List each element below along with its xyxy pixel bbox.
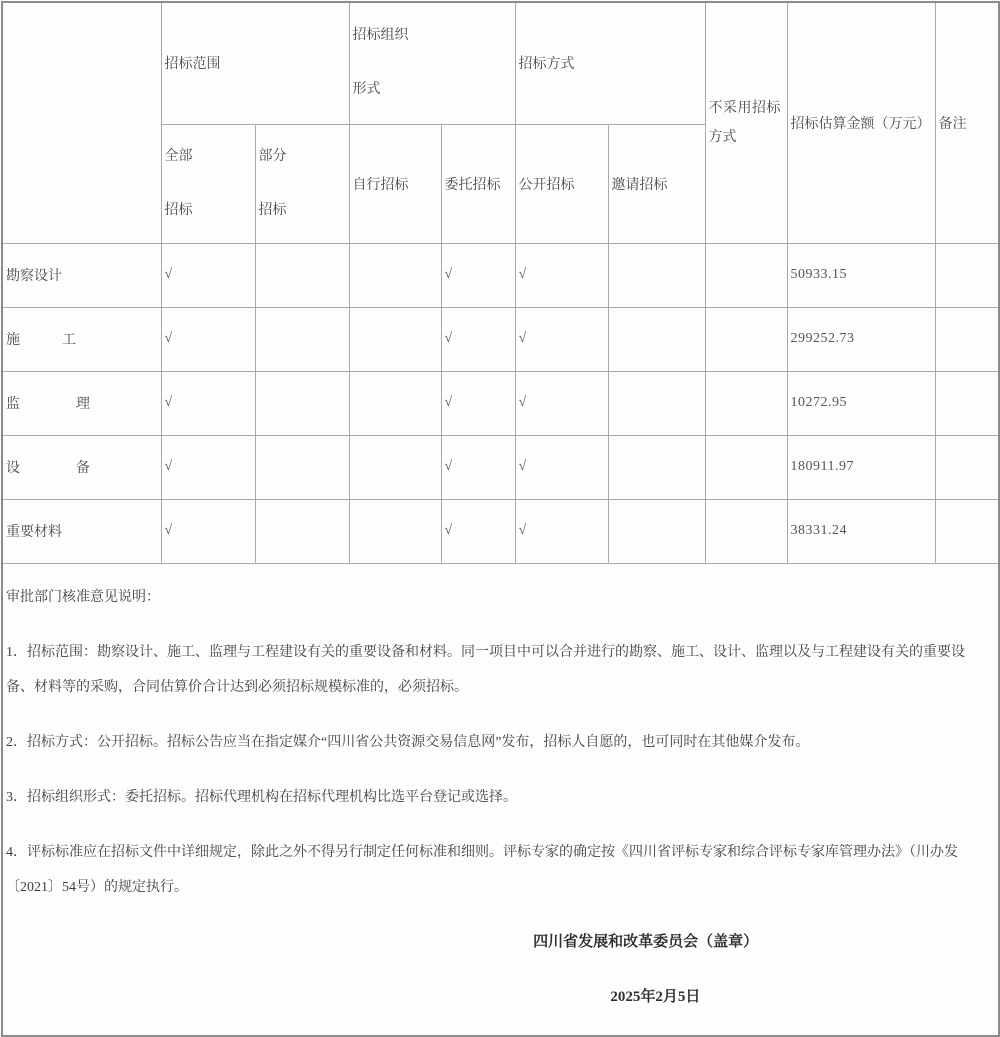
note-item-method: 2．招标方式：公开招标。招标公告应当在指定媒介“四川省公共资源交易信息网”发布，招标人自愿的，也可同时在其他媒介发布。: [6, 734, 810, 750]
cell-amount: 38331.24: [787, 499, 935, 563]
cell-self-bid: [349, 243, 441, 307]
cell-open-bid: √: [515, 307, 608, 371]
table-row-supervision: [2, 371, 999, 435]
row-label: 监 理: [2, 371, 161, 435]
table-row-equipment: [2, 435, 999, 499]
cell-no-bid: [705, 243, 787, 307]
cell-all-bid: √: [161, 243, 255, 307]
header-org-form: [349, 2, 515, 124]
cell-partial-bid: [255, 435, 349, 499]
header-remark: 备注: [935, 2, 999, 243]
header-org-form-line1: 招标组织: [352, 28, 409, 44]
cell-self-bid: [349, 371, 441, 435]
cell-no-bid: [705, 307, 787, 371]
cell-no-bid: [705, 435, 787, 499]
subheader-invite-bid: 邀请招标: [608, 124, 705, 243]
cell-open-bid: √: [515, 435, 608, 499]
cell-partial-bid: [255, 243, 349, 307]
notes-title: 审批部门核准意见说明：: [6, 589, 160, 605]
note-item-scope: 1．招标范围：勘察设计、施工、监理与工程建设有关的重要设备和材料。同一项目中可以合并进行的勘察、施工、设计、监理以及与工程建设有关的重要设备、材料等的采购，合同估算价合计达到必须招标规模标准的，必须招标。: [6, 644, 965, 695]
cell-self-bid: [349, 435, 441, 499]
note-item-org-form: 3．招标组织形式：委托招标。招标代理机构在招标代理机构比选平台登记或选择。: [6, 789, 517, 805]
cell-open-bid: √: [515, 371, 608, 435]
subheader-open-bid: 公开招标: [515, 124, 608, 243]
row-label: 施 工: [2, 307, 161, 371]
date: 2025年2月5日: [610, 988, 701, 1005]
notes-row: [2, 563, 999, 1036]
cell-no-bid: [705, 371, 787, 435]
subheader-partial-bid: [255, 124, 349, 243]
row-label: 勘察设计: [2, 243, 161, 307]
cell-delegate-bid: √: [441, 243, 515, 307]
cell-open-bid: √: [515, 499, 608, 563]
subheader-delegate-bid: 委托招标: [441, 124, 515, 243]
cell-invite-bid: [608, 499, 705, 563]
approval-document-page: [0, 1, 1000, 1028]
subheader-partial-bid-line2: 招标: [258, 202, 287, 218]
header-amount: 招标估算金额（万元）: [787, 2, 935, 243]
cell-no-bid: [705, 499, 787, 563]
corner-cell: [2, 2, 161, 243]
cell-delegate-bid: √: [441, 371, 515, 435]
subheader-all-bid: [161, 124, 255, 243]
notes-section: [2, 563, 999, 1036]
subheader-all-bid-line1: 全部: [164, 148, 193, 164]
subheader-all-bid-line2: 招标: [164, 202, 193, 218]
header-scope: 招标范围: [161, 2, 349, 124]
subheader-self-bid: 自行招标: [349, 124, 441, 243]
cell-remark: [935, 499, 999, 563]
cell-remark: [935, 371, 999, 435]
cell-invite-bid: [608, 435, 705, 499]
cell-all-bid: √: [161, 435, 255, 499]
cell-invite-bid: [608, 307, 705, 371]
header-no-bid-text: 不采用招标方式: [708, 100, 781, 145]
table-row-survey-design: [2, 243, 999, 307]
cell-open-bid: √: [515, 243, 608, 307]
header-method: 招标方式: [515, 2, 705, 124]
cell-all-bid: √: [161, 371, 255, 435]
bidding-approval-table: [1, 1, 1000, 1037]
row-label: 重要材料: [2, 499, 161, 563]
cell-all-bid: √: [161, 307, 255, 371]
row-label: 设 备: [2, 435, 161, 499]
header-no-bid: [705, 2, 787, 243]
cell-remark: [935, 307, 999, 371]
table-row-construction: [2, 307, 999, 371]
subheader-partial-bid-line1: 部分: [258, 148, 287, 164]
cell-invite-bid: [608, 371, 705, 435]
cell-self-bid: [349, 499, 441, 563]
cell-amount: 50933.15: [787, 243, 935, 307]
note-item-evaluation: 4．评标标准应在招标文件中详细规定，除此之外不得另行制定任何标准和细则。评标专家的确定按《四川省评标专家和综合评标专家库管理办法》（川办发〔2021〕54号）的规定执行。: [6, 844, 958, 895]
cell-invite-bid: [608, 243, 705, 307]
cell-remark: [935, 243, 999, 307]
cell-delegate-bid: √: [441, 307, 515, 371]
cell-partial-bid: [255, 499, 349, 563]
cell-all-bid: √: [161, 499, 255, 563]
cell-delegate-bid: √: [441, 499, 515, 563]
cell-remark: [935, 435, 999, 499]
cell-amount: 10272.95: [787, 371, 935, 435]
header-row-1: [2, 2, 999, 124]
header-org-form-line2: 形式: [352, 82, 381, 98]
cell-partial-bid: [255, 371, 349, 435]
cell-self-bid: [349, 307, 441, 371]
cell-delegate-bid: √: [441, 435, 515, 499]
signature: 四川省发展和改革委员会（盖章）: [533, 933, 759, 950]
cell-partial-bid: [255, 307, 349, 371]
cell-amount: 180911.97: [787, 435, 935, 499]
table-row-key-materials: [2, 499, 999, 563]
cell-amount: 299252.73: [787, 307, 935, 371]
